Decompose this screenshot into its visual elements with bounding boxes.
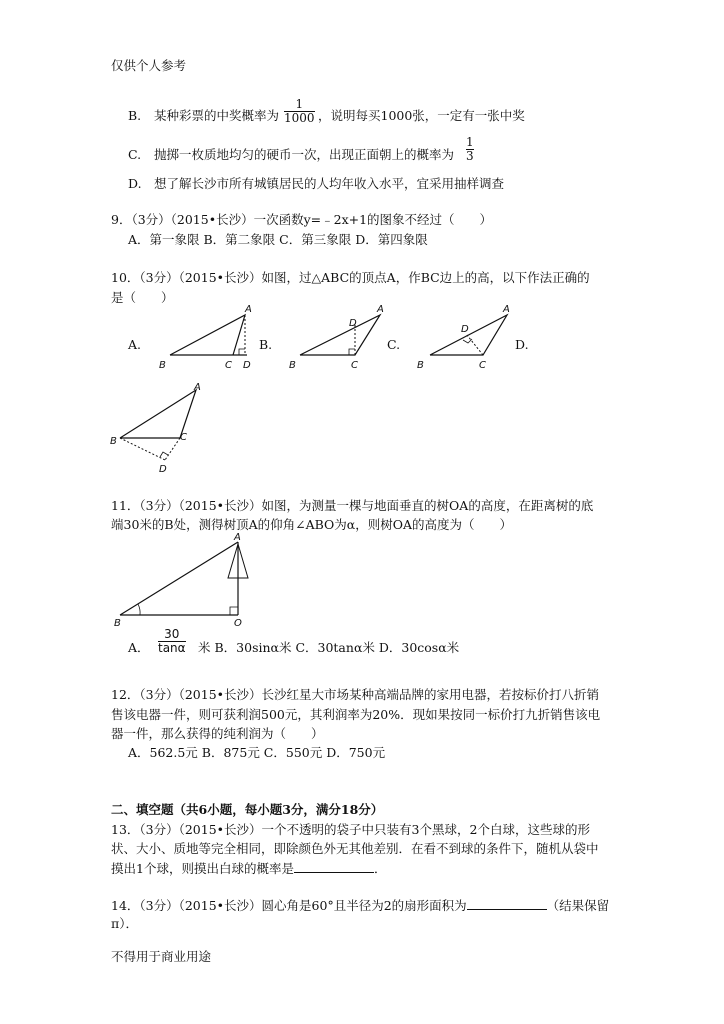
q11-option-a-fraction: [158, 628, 186, 655]
q12-options: A．562.5元 B．875元 C．550元 D．750元: [128, 745, 386, 760]
q11-figure: [110, 530, 250, 630]
q11-option-a-label: A．: [128, 640, 150, 655]
q11-point-b: B: [114, 618, 121, 629]
q12-line3: 器一件，那么获得的纯利润为（ ）: [111, 726, 324, 741]
q8-b-text: 某种彩票的中奖概率为: [154, 108, 280, 123]
q11-option-a-denominator: tanα: [158, 641, 186, 655]
q13-line3-end: ．: [373, 861, 387, 876]
q10-a-point-c: C: [225, 360, 232, 371]
q10-d-point-d: D: [159, 464, 167, 475]
q10-d-point-b: B: [110, 436, 117, 447]
q8-d-label: D.: [128, 176, 142, 191]
q10-a-point-a: A: [245, 304, 252, 315]
q13-line1: 13．（3分）（2015•长沙）一个不透明的袋子中只装有3个黑球，2个白球，这些球的形: [111, 822, 590, 837]
q10-c-point-d: D: [461, 324, 469, 335]
q14-line1-text: 14．（3分）（2015•长沙）圆心角是60°且半径为2的扇形面积为: [111, 898, 467, 913]
q14-line1: [111, 897, 609, 914]
page-header: 仅供个人参考: [111, 58, 187, 73]
q10-stem-line2: 是（ ）: [111, 290, 174, 305]
q10-c-point-b: B: [417, 360, 424, 371]
q13-line3: [111, 860, 386, 877]
q11-stem-line1: 11．（3分）（2015•长沙）如图，为测量一棵与地面垂直的树OA的高度，在距离树的底: [111, 498, 594, 513]
q13-line2: 状、大小、质地等完全相同，即除颜色外无其他差别．在看不到球的条件下，随机从袋中: [111, 841, 599, 856]
q14-answer-blank: [467, 897, 547, 910]
q8-c-fraction: [466, 136, 474, 163]
q10-figure-c: [415, 300, 515, 375]
q10-figure-d: [108, 380, 218, 480]
q14-line1-end: （结果保留: [546, 898, 610, 913]
q10-option-c-label: C.: [387, 337, 401, 352]
q8-b-fraction: [284, 98, 315, 125]
q10-b-point-c: C: [351, 360, 358, 371]
q8-c-fraction-denominator: 3: [466, 149, 474, 163]
q8-d-text: 想了解长沙市所有城镇居民的人均年收入水平，宜采用抽样调查: [154, 176, 505, 191]
page-footer: 不得用于商业用途: [111, 949, 212, 964]
q10-figure-a: [155, 300, 265, 375]
q13-line3-text: 摸出1个球，则摸出白球的概率是: [111, 861, 294, 876]
q8-c-text: 抛掷一枚质地均匀的硬币一次，出现正面朝上的概率为: [154, 147, 455, 162]
q10-option-b-label: B.: [259, 337, 273, 352]
q11-options-rest: 米 B．30sinα米 C．30tanα米 D．30cosα米: [198, 640, 460, 655]
q9-stem: 9．（3分）（2015•长沙）一次函数y=﹣2x+1的图象不经过（ ）: [111, 212, 493, 227]
q10-c-point-c: C: [479, 360, 486, 371]
q11-stem-line2: 端30米的B处，测得树顶A的仰角∠ABO为α，则树OA的高度为（ ）: [111, 517, 513, 532]
q10-a-point-d: D: [243, 360, 251, 371]
q10-b-point-b: B: [289, 360, 296, 371]
q11-option-a-numerator: 30: [164, 627, 180, 641]
q14-line2: π）．: [111, 916, 138, 931]
q10-stem-line1: 10．（3分）（2015•长沙）如图，过△ABC的顶点A，作BC边上的高，以下作法正确的: [111, 270, 590, 285]
q8-b-fraction-numerator: 1: [295, 97, 304, 111]
q12-line1: 12．（3分）（2015•长沙）长沙红星大市场某种高端品牌的家用电器，若按标价打八折销: [111, 687, 600, 702]
q10-d-point-c: C: [180, 432, 187, 443]
q13-answer-blank: [294, 860, 374, 873]
q10-option-d-label: D.: [515, 337, 529, 352]
q9-options: A．第一象限 B．第二象限 C．第三象限 D．第四象限: [128, 232, 428, 247]
q11-point-o: O: [234, 618, 242, 629]
q10-b-point-a: A: [377, 304, 384, 315]
q8-b-label: B.: [128, 108, 142, 123]
q10-figure-b: [285, 300, 385, 375]
q12-line2: 售该电器一件，则可获利润500元，其利润率为20%．现如果按同一标价打九折销售该电: [111, 707, 601, 722]
q8-c-label: C.: [128, 147, 142, 162]
q8-b-fraction-denominator: 1000: [284, 111, 315, 125]
q8-c-fraction-numerator: 1: [466, 135, 474, 149]
q11-point-a: A: [234, 532, 241, 543]
q10-option-a-label: A.: [128, 337, 142, 352]
q10-c-point-a: A: [503, 304, 510, 315]
q10-d-point-a: A: [194, 382, 201, 393]
section-title-fill-in: 二、填空题（共6小题，每小题3分，满分18分）: [111, 802, 384, 817]
q10-b-point-d: D: [349, 318, 357, 329]
q10-a-point-b: B: [159, 360, 166, 371]
q8-b-text-end: ，说明每买1000张，一定有一张中奖: [318, 108, 525, 123]
